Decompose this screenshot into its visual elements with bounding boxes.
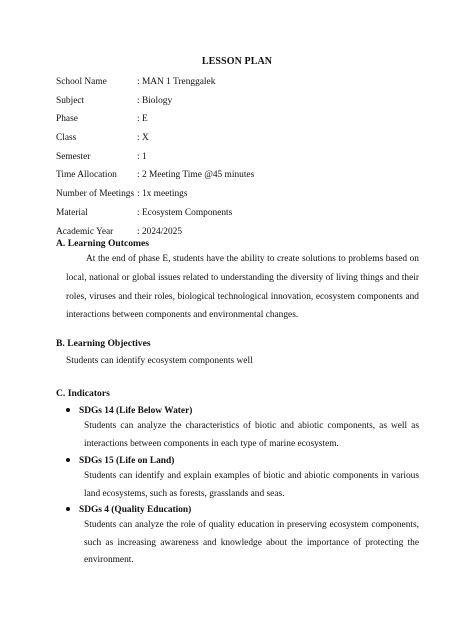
info-value: : 2 Meeting Time @45 minutes — [137, 170, 255, 181]
indicator-text: Students can analyze the role of quality education in preserving ecosystem components, such as increasing awareness and knowledge about the importance of protecting the environment. — [84, 520, 419, 565]
bullet-icon — [66, 507, 70, 511]
indicator-item-sdgs-4 — [66, 505, 191, 515]
info-label: Time Allocation — [56, 170, 117, 181]
document-title: LESSON PLAN — [201, 56, 273, 67]
info-label: Academic Year — [56, 226, 114, 237]
info-value: : E — [137, 114, 148, 125]
info-label: Phase — [56, 114, 78, 125]
info-label: Semester — [56, 151, 91, 162]
info-label: Subject — [56, 95, 85, 106]
indicator-item-sdgs-14 — [66, 406, 192, 416]
section-heading-indicators: C. Indicators — [56, 388, 110, 399]
indicator-text: Students can analyze the characteristics of biotic and abiotic components, as well as interactions between components in each type of marine ecosystem. — [84, 421, 419, 449]
info-label: Number of Meetings — [56, 189, 135, 200]
learning-objectives-text: Students can identify ecosystem components well — [66, 356, 253, 366]
bullet-icon — [66, 458, 70, 462]
indicator-title: SDGs 14 (Life Below Water) — [79, 406, 193, 416]
bullet-icon — [66, 408, 70, 412]
indicator-item-sdgs-15 — [66, 456, 174, 466]
info-label: Class — [56, 133, 77, 144]
info-value: : Ecosystem Components — [137, 207, 233, 218]
info-label: School Name — [56, 77, 107, 87]
info-value: : Biology — [137, 95, 173, 106]
learning-outcomes-text: At the end of phase E, students have the ability to create solutions to problems based on local, national or global issues related to understanding the diversity of living things and their roles, viruses and their roles, biological technological innovation, ecosystem components and interactions between components and environmental changes. — [66, 254, 419, 321]
indicator-text: Students can identify and explain examples of biotic and abiotic components in various land ecosystems, such as forests, grasslands and seas. — [84, 471, 419, 499]
section-heading-learning-objectives: B. Learning Objectives — [56, 338, 151, 349]
info-value: : 2024/2025 — [137, 226, 183, 237]
info-value: : MAN 1 Trenggalek — [137, 77, 216, 87]
info-value: : 1 — [137, 151, 147, 162]
info-label: Material — [56, 207, 88, 218]
info-value: : 1x meetings — [137, 189, 188, 200]
info-value: : X — [137, 133, 149, 144]
section-heading-learning-outcomes: A. Learning Outcomes — [56, 238, 150, 249]
indicator-title: SDGs 15 (Life on Land) — [79, 456, 175, 466]
indicator-title: SDGs 4 (Quality Education) — [79, 505, 192, 515]
